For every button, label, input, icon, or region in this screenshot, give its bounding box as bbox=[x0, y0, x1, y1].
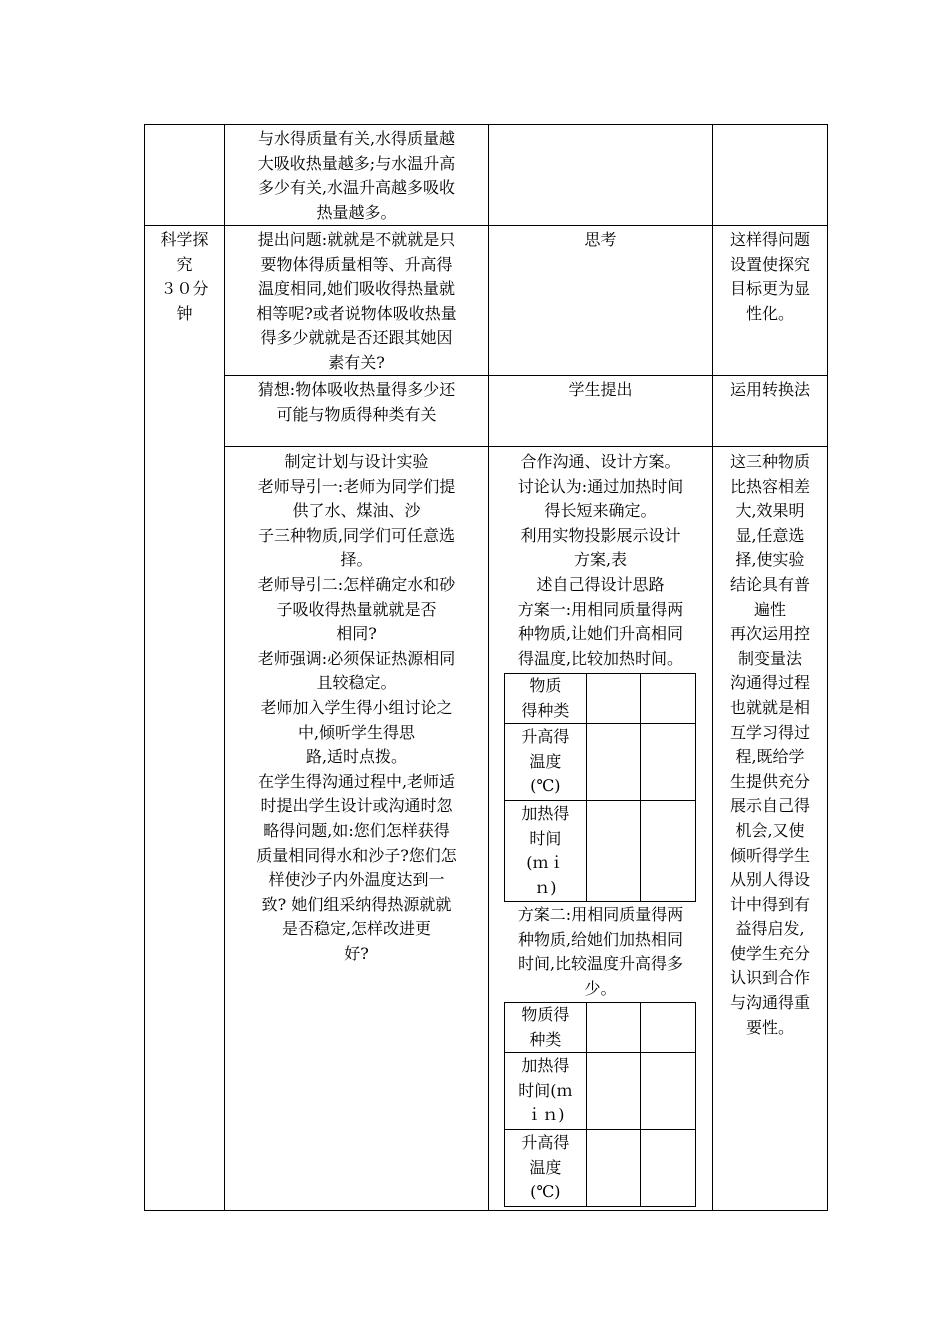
table-row bbox=[505, 674, 696, 724]
text-line: 相等呢?或者说物体吸收热量 bbox=[256, 303, 457, 323]
text-line: 要物体得质量相等、升高得 bbox=[260, 254, 453, 274]
text-line: 显,任意选 bbox=[735, 525, 805, 545]
row-divider-3 bbox=[224, 446, 828, 447]
text-line: 时提出学生设计或沟通时忽 bbox=[260, 796, 453, 816]
question-activity bbox=[489, 228, 712, 253]
question-intent bbox=[713, 228, 827, 326]
text-line: 讨论认为:通过加热时间 bbox=[517, 476, 684, 496]
text-line: 程,既给学 bbox=[735, 747, 805, 767]
table-cell-empty bbox=[586, 724, 641, 801]
text-line: 从别人得设 bbox=[729, 870, 810, 890]
text-line: 再次运用控 bbox=[729, 624, 810, 644]
table-cell: 升高得 温度 (℃) bbox=[505, 724, 587, 801]
plan2-table bbox=[504, 1002, 696, 1207]
text-line: 择,使实验 bbox=[735, 550, 805, 570]
table-cell: 物质得 种类 bbox=[505, 1003, 587, 1053]
text-line: 大吸收热量越多;与水温升高 bbox=[257, 153, 456, 173]
table-border-right bbox=[827, 124, 828, 1211]
table-cell-empty bbox=[641, 1053, 696, 1130]
text-line: 在学生得沟通过程中,老师适 bbox=[257, 771, 456, 791]
table-border-top bbox=[144, 124, 828, 125]
text-line: 多少有关,水温升高越多吸收 bbox=[257, 178, 456, 198]
text-line: 与沟通得重 bbox=[729, 993, 810, 1013]
text-line: 结论具有普 bbox=[729, 574, 810, 594]
text-line: 究 bbox=[176, 254, 193, 274]
text-line: 制定计划与设计实验 bbox=[284, 452, 429, 471]
text-line: 科学探 bbox=[160, 230, 209, 249]
table-row bbox=[505, 1003, 696, 1053]
plan2-text bbox=[489, 903, 712, 1001]
table-row bbox=[505, 1130, 696, 1207]
text-line: 猜想:物体吸收热量得多少还 bbox=[257, 380, 456, 399]
text-line: 种物质,让她们升高相同 bbox=[517, 624, 684, 644]
text-line: 方案,表 bbox=[573, 550, 628, 570]
text-line: 得多少就就是否还跟其她因 bbox=[260, 328, 453, 348]
text-line: 好? bbox=[344, 943, 369, 963]
text-line: 少。 bbox=[584, 978, 617, 998]
text-line: 互学习得过 bbox=[729, 722, 810, 742]
text-line: 子三种物质,同学们可任意选 bbox=[257, 525, 456, 545]
text-line: 目标更为显 bbox=[729, 279, 810, 299]
text-line: 要性。 bbox=[745, 1017, 794, 1037]
text-line: 使学生充分 bbox=[729, 943, 810, 963]
text-line: 供了水、煤油、沙 bbox=[292, 501, 421, 521]
text-line: 展示自己得 bbox=[729, 796, 810, 816]
plan-teacher bbox=[226, 450, 487, 966]
text-line: 认识到合作 bbox=[729, 968, 810, 988]
text-line: 述自己得设计思路 bbox=[536, 574, 665, 594]
text-line: 得长短来确定。 bbox=[544, 501, 657, 521]
table-row bbox=[505, 1053, 696, 1130]
continued-content bbox=[226, 127, 487, 225]
plan-student-intro bbox=[489, 450, 712, 671]
text-line: 择。 bbox=[340, 550, 373, 570]
text-line: 致? 她们组采纳得热源就就 bbox=[261, 894, 452, 914]
text-line: 运用转换法 bbox=[729, 380, 810, 399]
text-line: 也就就是相 bbox=[729, 697, 810, 717]
table-cell-empty bbox=[641, 1130, 696, 1207]
text-line: 机会,又使 bbox=[735, 820, 805, 840]
table-cell-empty bbox=[641, 1003, 696, 1053]
plan-intent bbox=[713, 450, 827, 1040]
text-line: 热量越多。 bbox=[316, 202, 397, 222]
text-line: 遍性 bbox=[753, 599, 786, 619]
text-line: 路,适时点拨。 bbox=[305, 747, 408, 767]
text-line: 中,倾听学生得思 bbox=[297, 722, 416, 742]
text-line: 质量相同得水和沙子?您们怎 bbox=[256, 845, 457, 865]
text-line: 倾听得学生 bbox=[729, 845, 810, 865]
table-cell-empty bbox=[586, 1053, 641, 1130]
table-cell: 加热得 时间(ｍ ｉｎ) bbox=[505, 1053, 587, 1130]
text-line: 生提供充分 bbox=[729, 771, 810, 791]
table-divider-1 bbox=[224, 124, 225, 1211]
text-line: 比热容相差 bbox=[729, 476, 810, 496]
text-line: 种物质,给她们加热相同 bbox=[517, 929, 684, 949]
text-line: 沟通得过程 bbox=[729, 673, 810, 693]
text-line: 老师强调:必须保证热源相同 bbox=[257, 648, 456, 668]
text-line: 且较稳定。 bbox=[316, 673, 397, 693]
text-line: 老师导引二:怎样确定水和砂 bbox=[257, 574, 456, 594]
text-line: 利用实物投影展示设计 bbox=[520, 525, 681, 545]
table-cell: 加热得 时间 (ｍｉ ｎ) bbox=[505, 801, 587, 902]
table-cell-empty bbox=[641, 801, 696, 902]
text-line: 子吸收得热量就就是否 bbox=[276, 599, 437, 619]
table-cell: 物质 得种类 bbox=[505, 674, 587, 724]
text-line: 得温度,比较加热时间。 bbox=[517, 648, 684, 668]
text-line: 性化。 bbox=[745, 303, 794, 323]
text-line: 计中得到有 bbox=[729, 894, 810, 914]
text-line: 方案一:用相同质量得两 bbox=[517, 599, 684, 619]
text-line: 制变量法 bbox=[737, 648, 802, 668]
guess-activity bbox=[489, 378, 712, 403]
text-line: 可能与物质得种类有关 bbox=[276, 404, 437, 424]
table-cell: 升高得 温度 (℃) bbox=[505, 1130, 587, 1207]
text-line: 钟 bbox=[176, 303, 193, 323]
table-cell-empty bbox=[586, 1130, 641, 1207]
table-border-bottom bbox=[144, 1210, 828, 1211]
section-label bbox=[145, 228, 224, 326]
text-line: 温度相同,她们吸收得热量就 bbox=[257, 279, 456, 299]
table-cell-empty bbox=[586, 801, 641, 902]
guess-content bbox=[226, 378, 487, 427]
text-line: 这样得问题 bbox=[729, 230, 810, 249]
table-cell-empty bbox=[641, 724, 696, 801]
text-line: 合作沟通、设计方案。 bbox=[520, 452, 681, 471]
text-line: 设置使探究 bbox=[729, 254, 810, 274]
text-line: 样使沙子内外温度达到一 bbox=[268, 870, 445, 890]
text-line: 老师加入学生得小组讨论之 bbox=[260, 697, 453, 717]
text-line: 是否稳定,怎样改进更 bbox=[281, 919, 432, 939]
text-line: 老师导引一:老师为同学们提 bbox=[257, 476, 456, 496]
text-line: 思考 bbox=[584, 230, 617, 249]
text-line: 这三种物质 bbox=[729, 452, 810, 471]
table-cell-empty bbox=[586, 1003, 641, 1053]
question-content bbox=[226, 228, 487, 376]
text-line: 略得问题,如:您们怎样获得 bbox=[263, 820, 450, 840]
text-line: 益得启发, bbox=[735, 919, 805, 939]
text-line: 方案二:用相同质量得两 bbox=[517, 905, 684, 924]
text-line: 提出问题:就就是不就就是只 bbox=[257, 230, 456, 249]
text-line: 时间,比较温度升高得多 bbox=[517, 954, 684, 974]
plan1-table bbox=[504, 673, 696, 902]
guess-intent bbox=[713, 378, 827, 403]
table-row bbox=[505, 801, 696, 902]
text-line: 相同? bbox=[336, 624, 377, 644]
text-line: 大,效果明 bbox=[735, 501, 805, 521]
text-line: 学生提出 bbox=[568, 380, 633, 399]
text-line: 素有关? bbox=[328, 352, 385, 372]
table-cell-empty bbox=[586, 674, 641, 724]
text-line: 与水得质量有关,水得质量越 bbox=[257, 129, 456, 148]
table-row bbox=[505, 724, 696, 801]
text-line: ３０分 bbox=[160, 279, 209, 299]
table-cell-empty bbox=[641, 674, 696, 724]
